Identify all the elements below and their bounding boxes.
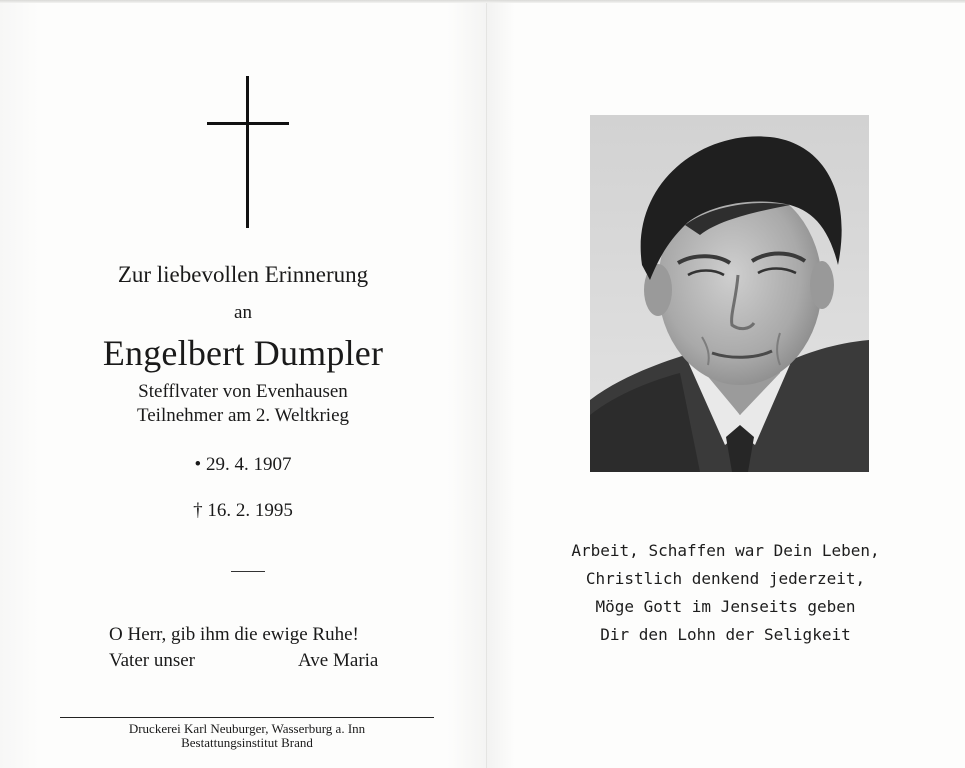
footer-rule [60,717,434,718]
deceased-name: Engelbert Dumpler [102,333,384,373]
death-date: † 16. 2. 1995 [193,500,293,521]
printer-line-2: Bestattungsinstitut Brand [181,735,313,750]
card-top-edge [0,0,965,3]
verse-line-1: Arbeit, Schaffen war Dein Leben, [571,541,880,560]
verse-line-4: Dir den Lohn der Seligkeit [600,625,851,644]
prayer-text: O Herr, gib ihm die ewige Ruhe! [109,624,359,645]
subtitle-war: Teilnehmer am 2. Weltkrieg [136,405,350,426]
birth-date: • 29. 4. 1907 [194,454,292,475]
printer-line-1: Druckerei Karl Neuburger, Wasserburg a. Inn [128,721,366,736]
vater-unser-text: Vater unser [109,650,195,671]
separator-line [231,571,265,572]
verse-line-3: Möge Gott im Jenseits geben [595,597,856,616]
subtitle-role: Stefflvater von Evenhausen [138,381,348,402]
verse-line-2: Christlich denkend jederzeit, [585,569,866,588]
portrait-photo [590,115,869,472]
page-fold [486,0,487,768]
an-text: an [234,302,252,323]
intro-text: Zur liebevollen Erinnerung [117,262,369,287]
ave-maria-text: Ave Maria [298,650,379,671]
